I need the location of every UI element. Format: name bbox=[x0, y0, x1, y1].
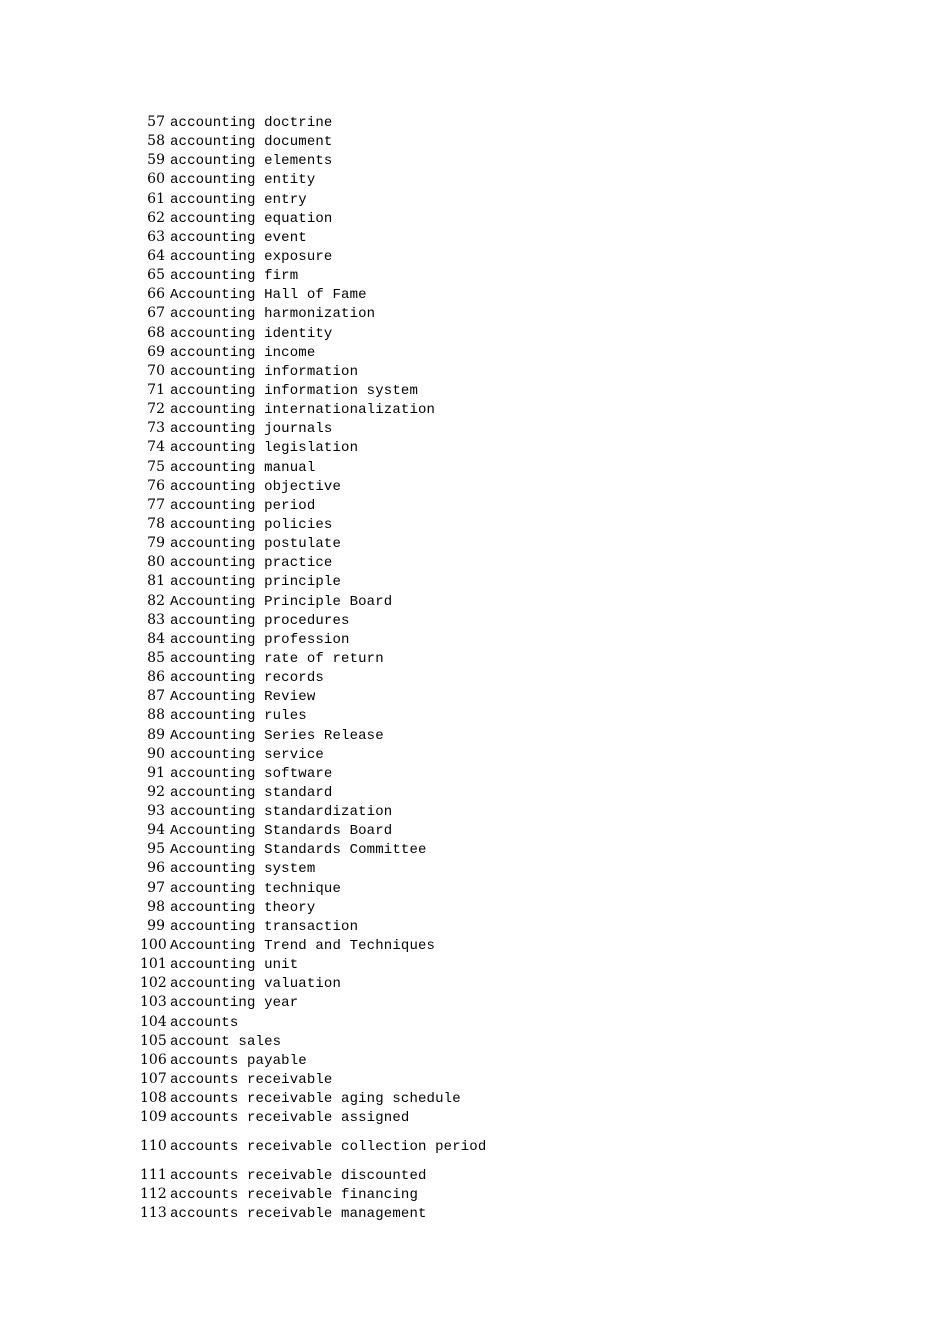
glossary-entry bbox=[140, 190, 486, 209]
glossary-entry bbox=[140, 228, 486, 247]
entry-number: 63 bbox=[147, 228, 165, 245]
entry-number: 70 bbox=[147, 362, 165, 379]
glossary-entry bbox=[140, 572, 486, 591]
glossary-entry bbox=[140, 764, 486, 783]
entry-number: 72 bbox=[147, 401, 165, 418]
glossary-entry bbox=[140, 745, 486, 764]
glossary-entry bbox=[140, 783, 486, 802]
entry-term: accounting valuation bbox=[170, 976, 342, 993]
entry-term: accounting elements bbox=[170, 153, 333, 170]
entry-number: 90 bbox=[147, 745, 165, 762]
entry-number: 71 bbox=[147, 381, 165, 398]
glossary-entry bbox=[140, 630, 486, 649]
entry-term: accounting unit bbox=[170, 957, 299, 974]
glossary-entry bbox=[140, 917, 486, 936]
entry-number: 78 bbox=[147, 515, 165, 532]
entry-number: 98 bbox=[147, 898, 165, 915]
glossary-entry bbox=[140, 1166, 486, 1185]
entry-term: Accounting Principle Board bbox=[170, 593, 393, 610]
entry-number: 103 bbox=[140, 994, 167, 1011]
entry-term: Accounting Standards Committee bbox=[170, 842, 427, 859]
entry-term: accounting theory bbox=[170, 899, 316, 916]
glossary-entry bbox=[140, 1070, 486, 1089]
glossary-entry bbox=[140, 859, 486, 878]
entry-number: 95 bbox=[147, 841, 165, 858]
entry-number: 105 bbox=[140, 1032, 167, 1049]
entry-term: accounting legislation bbox=[170, 440, 359, 457]
entry-term: accounts receivable collection period bbox=[170, 1138, 487, 1155]
entry-term: accounting rules bbox=[170, 708, 307, 725]
glossary-entry bbox=[140, 898, 486, 917]
glossary-entry bbox=[140, 458, 486, 477]
glossary-entry bbox=[140, 993, 486, 1012]
entry-term: accounting firm bbox=[170, 268, 299, 285]
glossary-entry bbox=[140, 879, 486, 898]
glossary-entry bbox=[140, 1051, 486, 1070]
glossary-entry bbox=[140, 534, 486, 553]
glossary-entry bbox=[140, 285, 486, 304]
entry-term: accounts receivable bbox=[170, 1072, 333, 1089]
entry-number: 99 bbox=[147, 917, 165, 934]
entry-term: accounting document bbox=[170, 134, 333, 151]
entry-term: accounting harmonization bbox=[170, 306, 376, 323]
glossary-entry bbox=[140, 821, 486, 840]
glossary-entry bbox=[140, 1032, 486, 1051]
entry-number: 88 bbox=[147, 707, 165, 724]
glossary-entry bbox=[140, 362, 486, 381]
entry-term: Accounting Review bbox=[170, 689, 316, 706]
entry-term: accounting service bbox=[170, 746, 324, 763]
glossary-entry bbox=[140, 668, 486, 687]
glossary-entry bbox=[140, 592, 486, 611]
glossary-entry bbox=[140, 132, 486, 151]
entry-term: accounting procedures bbox=[170, 612, 350, 629]
glossary-entry bbox=[140, 151, 486, 170]
entry-term: accounting system bbox=[170, 861, 316, 878]
entry-term: accounts receivable financing bbox=[170, 1186, 418, 1203]
entry-number: 74 bbox=[147, 439, 165, 456]
entry-term: accounting income bbox=[170, 344, 316, 361]
entry-number: 102 bbox=[140, 975, 167, 992]
entry-term: accounting event bbox=[170, 229, 307, 246]
entry-term: accounting identity bbox=[170, 325, 333, 342]
entry-term: accounts receivable aging schedule bbox=[170, 1091, 461, 1108]
entry-number: 66 bbox=[147, 286, 165, 303]
glossary-entry bbox=[140, 1137, 486, 1156]
entry-term: accounting standardization bbox=[170, 804, 393, 821]
entry-number: 86 bbox=[147, 669, 165, 686]
entry-number: 92 bbox=[147, 783, 165, 800]
entry-number: 109 bbox=[140, 1109, 167, 1126]
entry-term: accounting equation bbox=[170, 210, 333, 227]
entry-number: 76 bbox=[147, 477, 165, 494]
glossary-entry bbox=[140, 802, 486, 821]
glossary-entry bbox=[140, 1013, 486, 1032]
entry-term: accounting entry bbox=[170, 191, 307, 208]
entry-term: accounting objective bbox=[170, 478, 342, 495]
entry-number: 106 bbox=[140, 1051, 167, 1068]
entry-term: accounting manual bbox=[170, 459, 316, 476]
glossary-entry bbox=[140, 1108, 486, 1127]
entry-term: accounting information bbox=[170, 363, 359, 380]
entry-number: 58 bbox=[147, 133, 165, 150]
glossary-entry bbox=[140, 726, 486, 745]
glossary-entry bbox=[140, 515, 486, 534]
entry-term: accounting transaction bbox=[170, 918, 359, 935]
entry-term: accounting year bbox=[170, 995, 299, 1012]
entry-term: accounting internationalization bbox=[170, 402, 436, 419]
entry-number: 84 bbox=[147, 630, 165, 647]
entry-term: accounting principle bbox=[170, 574, 342, 591]
entry-number: 82 bbox=[147, 592, 165, 609]
entry-term: Accounting Trend and Techniques bbox=[170, 938, 436, 955]
glossary-entry bbox=[140, 438, 486, 457]
entry-term: accounting policies bbox=[170, 516, 333, 533]
entry-number: 75 bbox=[147, 458, 165, 475]
entry-number: 107 bbox=[140, 1071, 167, 1088]
entry-term: accounts receivable assigned bbox=[170, 1110, 410, 1127]
glossary-entry bbox=[140, 974, 486, 993]
entry-number: 110 bbox=[140, 1137, 167, 1154]
glossary-entry bbox=[140, 936, 486, 955]
glossary-entry bbox=[140, 611, 486, 630]
entry-term: Accounting Hall of Fame bbox=[170, 287, 367, 304]
entry-term: accounting postulate bbox=[170, 536, 342, 553]
glossary-entry bbox=[140, 400, 486, 419]
entry-number: 108 bbox=[140, 1090, 167, 1107]
entry-number: 79 bbox=[147, 535, 165, 552]
entry-number: 62 bbox=[147, 209, 165, 226]
entry-number: 60 bbox=[147, 171, 165, 188]
entry-number: 97 bbox=[147, 879, 165, 896]
glossary-entry bbox=[140, 247, 486, 266]
glossary-entry bbox=[140, 1089, 486, 1108]
entry-number: 65 bbox=[147, 267, 165, 284]
entry-number: 112 bbox=[140, 1185, 167, 1202]
entry-term: accounting journals bbox=[170, 421, 333, 438]
entry-number: 80 bbox=[147, 554, 165, 571]
glossary-entry bbox=[140, 687, 486, 706]
entry-number: 113 bbox=[140, 1204, 167, 1221]
entry-term: accounting records bbox=[170, 670, 324, 687]
glossary-entry bbox=[140, 1204, 486, 1223]
glossary-entry bbox=[140, 496, 486, 515]
entry-term: accounting rate of return bbox=[170, 650, 384, 667]
entry-term: accounting technique bbox=[170, 880, 342, 897]
entry-term: Accounting Series Release bbox=[170, 727, 384, 744]
entry-number: 67 bbox=[147, 305, 165, 322]
entry-number: 77 bbox=[147, 496, 165, 513]
entry-term: accounting standard bbox=[170, 784, 333, 801]
glossary-entry bbox=[140, 381, 486, 400]
entry-term: accounts receivable discounted bbox=[170, 1167, 427, 1184]
glossary-entry bbox=[140, 649, 486, 668]
entry-number: 93 bbox=[147, 803, 165, 820]
entry-term: accounting software bbox=[170, 765, 333, 782]
glossary-entry bbox=[140, 477, 486, 496]
glossary-entry bbox=[140, 266, 486, 285]
entry-number: 57 bbox=[147, 114, 165, 130]
entry-term: Accounting Standards Board bbox=[170, 823, 393, 840]
glossary-list bbox=[140, 113, 486, 1223]
glossary-entry bbox=[140, 304, 486, 323]
entry-term: accounting exposure bbox=[170, 248, 333, 265]
entry-number: 91 bbox=[147, 764, 165, 781]
entry-term: accounts payable bbox=[170, 1052, 307, 1069]
glossary-entry bbox=[140, 955, 486, 974]
entry-number: 100 bbox=[140, 937, 167, 954]
entry-term: accounting doctrine bbox=[170, 115, 333, 131]
entry-number: 96 bbox=[147, 860, 165, 877]
glossary-entry bbox=[140, 1185, 486, 1204]
entry-number: 87 bbox=[147, 688, 165, 705]
glossary-entry bbox=[140, 170, 486, 189]
entry-number: 111 bbox=[140, 1166, 167, 1183]
entry-term: accounts bbox=[170, 1014, 239, 1031]
entry-number: 81 bbox=[147, 573, 165, 590]
glossary-entry bbox=[140, 343, 486, 362]
entry-number: 85 bbox=[147, 649, 165, 666]
glossary-entry bbox=[140, 324, 486, 343]
entry-term: accounting practice bbox=[170, 555, 333, 572]
entry-term: accounts receivable management bbox=[170, 1205, 427, 1222]
entry-term: accounting period bbox=[170, 497, 316, 514]
entry-number: 83 bbox=[147, 611, 165, 628]
entry-number: 89 bbox=[147, 726, 165, 743]
glossary-entry bbox=[140, 113, 486, 132]
entry-term: account sales bbox=[170, 1033, 282, 1050]
entry-number: 73 bbox=[147, 420, 165, 437]
entry-number: 101 bbox=[140, 956, 167, 973]
entry-number: 69 bbox=[147, 343, 165, 360]
entry-term: accounting information system bbox=[170, 382, 418, 399]
entry-number: 64 bbox=[147, 247, 165, 264]
entry-number: 68 bbox=[147, 324, 165, 341]
glossary-entry bbox=[140, 706, 486, 725]
entry-number: 94 bbox=[147, 822, 165, 839]
entry-term: accounting entity bbox=[170, 172, 316, 189]
entry-term: accounting profession bbox=[170, 631, 350, 648]
glossary-entry bbox=[140, 419, 486, 438]
entry-number: 104 bbox=[140, 1013, 167, 1030]
entry-number: 59 bbox=[147, 152, 165, 169]
glossary-entry bbox=[140, 840, 486, 859]
entry-number: 61 bbox=[147, 190, 165, 207]
glossary-entry bbox=[140, 209, 486, 228]
glossary-entry bbox=[140, 553, 486, 572]
